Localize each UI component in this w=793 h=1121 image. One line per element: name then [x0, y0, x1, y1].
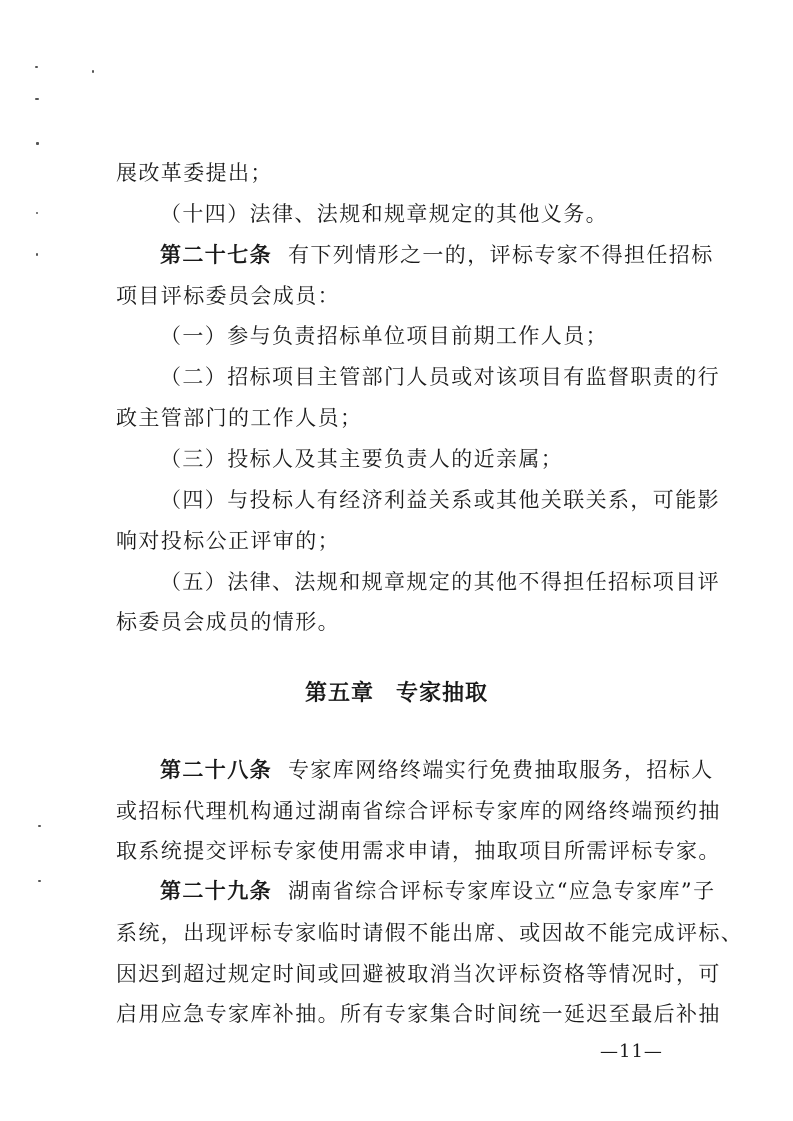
scan-speck: [35, 66, 38, 68]
article-29-line: [160, 878, 716, 904]
scan-speck: [36, 212, 38, 214]
text-line: 系统，出现评标专家临时请假不能出席、或因故不能完成评标、: [116, 921, 744, 945]
text-line: 标委员会成员的情形。: [116, 610, 340, 634]
text-line: 响对投标公正评审的；: [116, 529, 340, 553]
scan-speck: [38, 880, 41, 882]
article-heading: 第二十七条: [160, 242, 272, 267]
article-heading: 第二十九条: [160, 878, 272, 903]
page-number: —11—: [600, 1041, 663, 1062]
scan-speck: [35, 98, 39, 100]
chapter-number: 第五章: [304, 680, 374, 706]
article-27-line: [160, 242, 714, 268]
chapter-title: 专家抽取: [396, 680, 489, 706]
text-line: 启用应急专家库补抽。所有专家集合时间统一延迟至最后补抽: [116, 1002, 721, 1026]
text-line: 项目评标委员会成员：: [116, 284, 340, 308]
text-line: （四）与投标人有经济利益关系或其他关联关系，可能影: [160, 488, 720, 512]
scan-speck: [38, 825, 41, 827]
text-line: 或招标代理机构通过湖南省综合评标专家库的网络终端预约抽: [116, 799, 721, 823]
text-segment: 湖南省综合评标专家库设立“应急专家库”子: [288, 879, 716, 903]
text-segment: 专家库网络终端实行免费抽取服务，招标人: [288, 758, 714, 782]
article-heading: 第二十八条: [160, 757, 272, 782]
chapter-heading: [0, 676, 793, 707]
scan-speck: [36, 142, 39, 145]
text-line: 取系统提交评标专家使用需求申请，抽取项目所需评标专家。: [116, 839, 721, 863]
text-line: （二）招标项目主管部门人员或对该项目有监督职责的行: [160, 365, 720, 389]
text-segment: 有下列情形之一的，评标专家不得担任招标: [288, 243, 714, 267]
text-line: （五）法律、法规和规章规定的其他不得担任招标项目评: [160, 570, 720, 594]
text-line: 展改革委提出；: [116, 161, 273, 185]
text-line: （一）参与负责招标单位项目前期工作人员；: [160, 324, 608, 348]
text-line: （三）投标人及其主要负责人的近亲属；: [160, 447, 564, 471]
text-line: 因迟到超过规定时间或回避被取消当次评标资格等情况时，可: [116, 962, 721, 986]
scan-speck: [92, 70, 94, 73]
scan-speck: [36, 253, 38, 256]
text-line: 政主管部门的工作人员；: [116, 406, 363, 430]
text-line: （十四）法律、法规和规章规定的其他义务。: [160, 202, 608, 226]
article-28-line: [160, 757, 714, 783]
